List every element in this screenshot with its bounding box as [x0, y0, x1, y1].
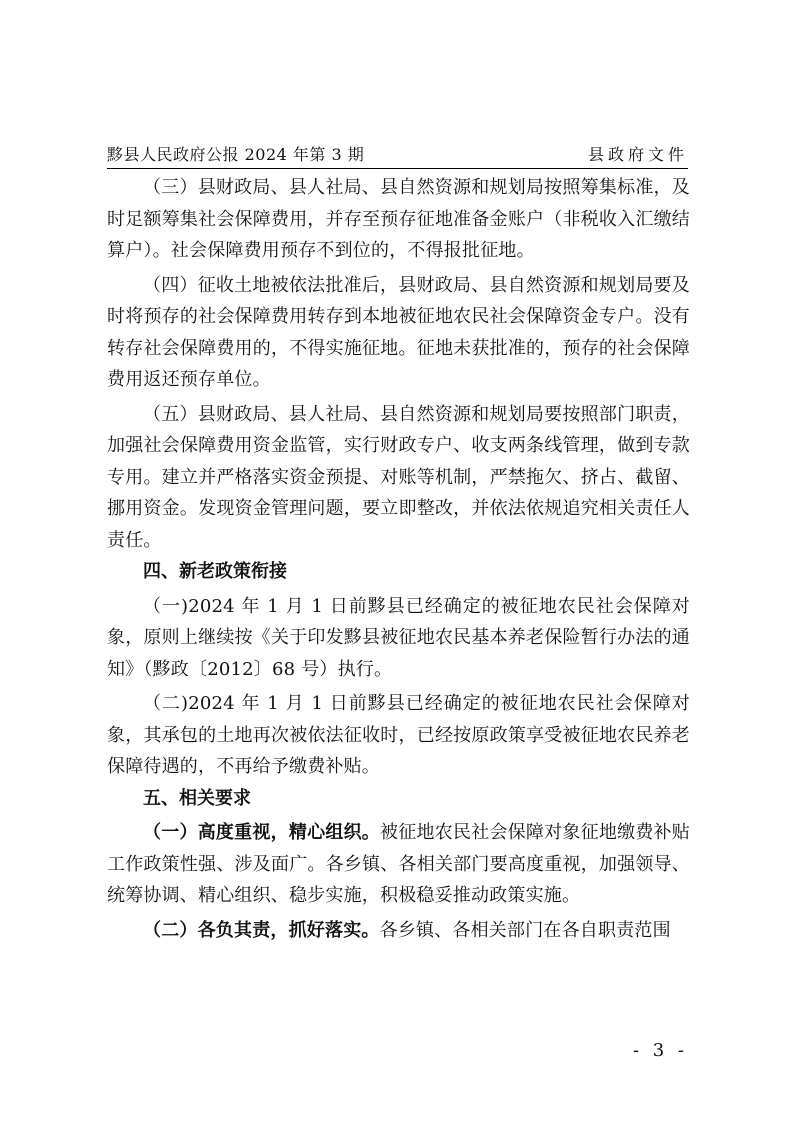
paragraph-5-2-text: 各乡镇、各相关部门在各自职责范围 [379, 919, 671, 941]
paragraph-5-1 [107, 817, 690, 912]
paragraph-4-1: （一)2024 年 1 月 1 日前黟县已经确定的被征地农民社会保障对象，原则上继续按《关于印发黟县被征地农民基本养老保险暂行办法的通知》（黟政〔2012〕68 号）执行。 [107, 595, 690, 680]
paragraph-4: （四）征收土地被依法批准后，县财政局、县自然资源和规划局要及时将预存的社会保障费用转存到本地被征地农民社会保障资金专户。没有转存社会保障费用的，不得实施征地。征地未获批准的，预存的社会保障费用返还预存单位。 [107, 274, 690, 390]
paragraph-5-1-lead: （一）高度重视，精心组织。 [143, 822, 381, 843]
section-heading-4: 四、新老政策衔接 [143, 561, 287, 582]
paragraph-5-1-text: 被征地农民社会保障对象征地缴费补贴工作政策性强、涉及面广。各乡镇、各相关部门要高度重视，加强领导、统筹协调、精心组织、稳步实施，积极稳妥推动政策实施。 [107, 822, 690, 906]
page-number: - 3 - [632, 1040, 688, 1061]
paragraph-5-2-lead: （二）各负其责，抓好落实。 [143, 919, 380, 941]
paragraph-5: （五）县财政局、县人社局、县自然资源和规划局要按照部门职责，加强社会保障费用资金监管，实行财政专户、收支两条线管理，做到专款专用。建立并严格落实资金预提、对账等机制，严禁拖欠、挤占、截留、挪用资金。发现资金管理问题，要立即整改，并依法依规追究相关责任人责任。 [107, 403, 690, 551]
document-header [107, 140, 688, 169]
paragraph-3: （三）县财政局、县人社局、县自然资源和规划局按照筹集标准，及时足额筹集社会保障费用，并存至预存征地准备金账户（非税收入汇缴结算户）。社会保障费用预存不到位的，不得报批征地。 [107, 177, 690, 261]
document-body [107, 172, 690, 946]
gazette-issue-label: 黟县人民政府公报 2024 年第 3 期 [107, 145, 365, 164]
paragraph-4-2: （二)2024 年 1 月 1 日前黟县已经确定的被征地农民社会保障对象，其承包的土地再次被依法征收时，已经按原政策享受被征地农民养老保障待遇的，不再给予缴费补贴。 [107, 693, 690, 777]
section-heading-5: 五、相关要求 [143, 787, 251, 809]
section-label: 县政府文件 [587, 145, 688, 164]
paragraph-5-2 [107, 915, 690, 947]
